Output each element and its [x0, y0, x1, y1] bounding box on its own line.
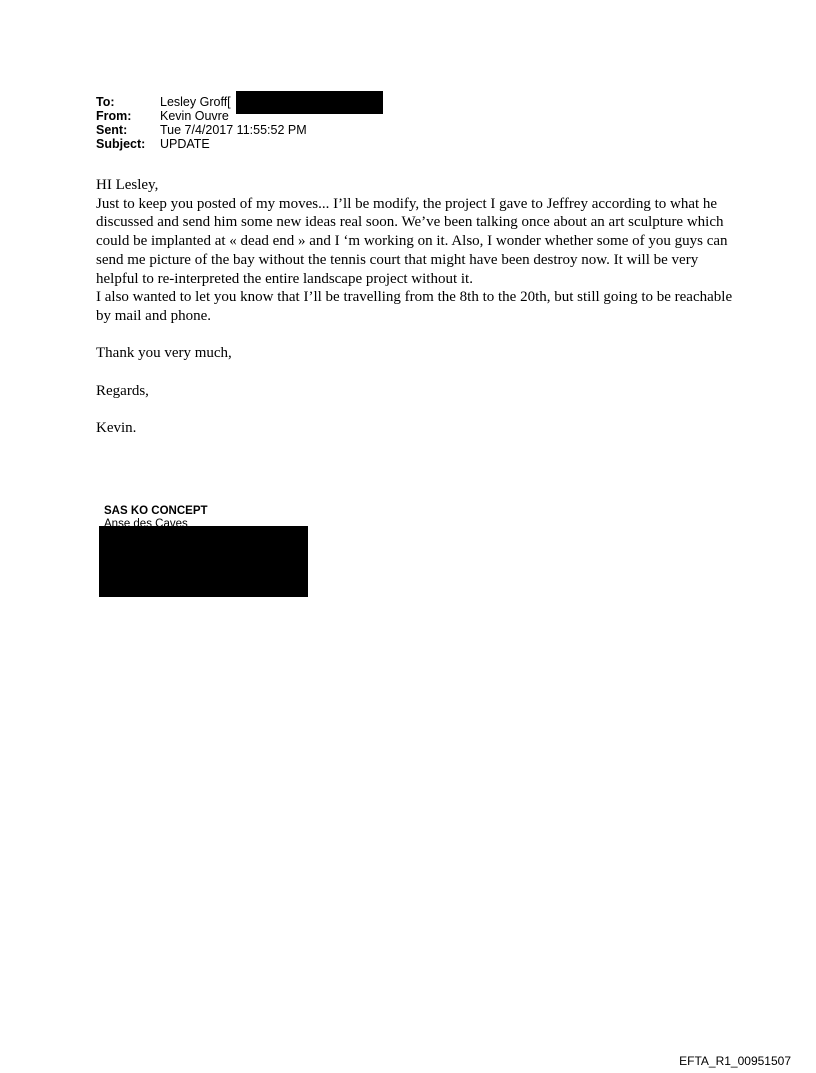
- signature-company: SAS KO CONCEPT: [104, 505, 208, 517]
- to-value: Lesley Groff[: [160, 95, 231, 109]
- signature-address: Anse des Caves: [104, 518, 188, 526]
- subject-label: Subject:: [96, 137, 146, 151]
- subject-row: [96, 137, 307, 151]
- sent-value: Tue 7/4/2017 11:55:52 PM: [160, 123, 307, 137]
- sent-label: Sent:: [96, 123, 128, 137]
- from-value: Kevin Ouvre: [160, 109, 229, 123]
- document-id: EFTA_R1_00951507: [679, 1054, 791, 1068]
- email-body: [96, 176, 736, 438]
- signoff-name: Kevin.: [96, 420, 137, 437]
- sent-row: [96, 123, 307, 137]
- thanks-line: Thank you very much,: [96, 345, 232, 362]
- signature-block: [104, 505, 208, 526]
- subject-value: UPDATE: [160, 137, 210, 151]
- redaction-box-signature: [99, 526, 308, 597]
- to-label: To:: [96, 95, 115, 109]
- from-label: From:: [96, 109, 132, 123]
- redaction-box-email: [236, 91, 383, 114]
- body-paragraph: Just to keep you posted of my moves... I’ll be modify, the project I gave to Jeffrey according to what he discussed and send him some new ideas real soon. We’ve been talking once about an art sculpture which could be implanted at « dead end » and I ‘m working on it. Also, I wonder whether some of you guys can send me picture of the bay without the tennis court that might have been destroy now. It will be very helpful to re-interpreted the entire landscape project without it.: [96, 195, 728, 287]
- body-paragraph-2: I also wanted to let you know that I’ll be travelling from the 8th to the 20th, but still going to be reachable by mail and phone.: [96, 289, 733, 324]
- greeting: HI Lesley,: [96, 177, 159, 193]
- regards-line: Regards,: [96, 382, 149, 399]
